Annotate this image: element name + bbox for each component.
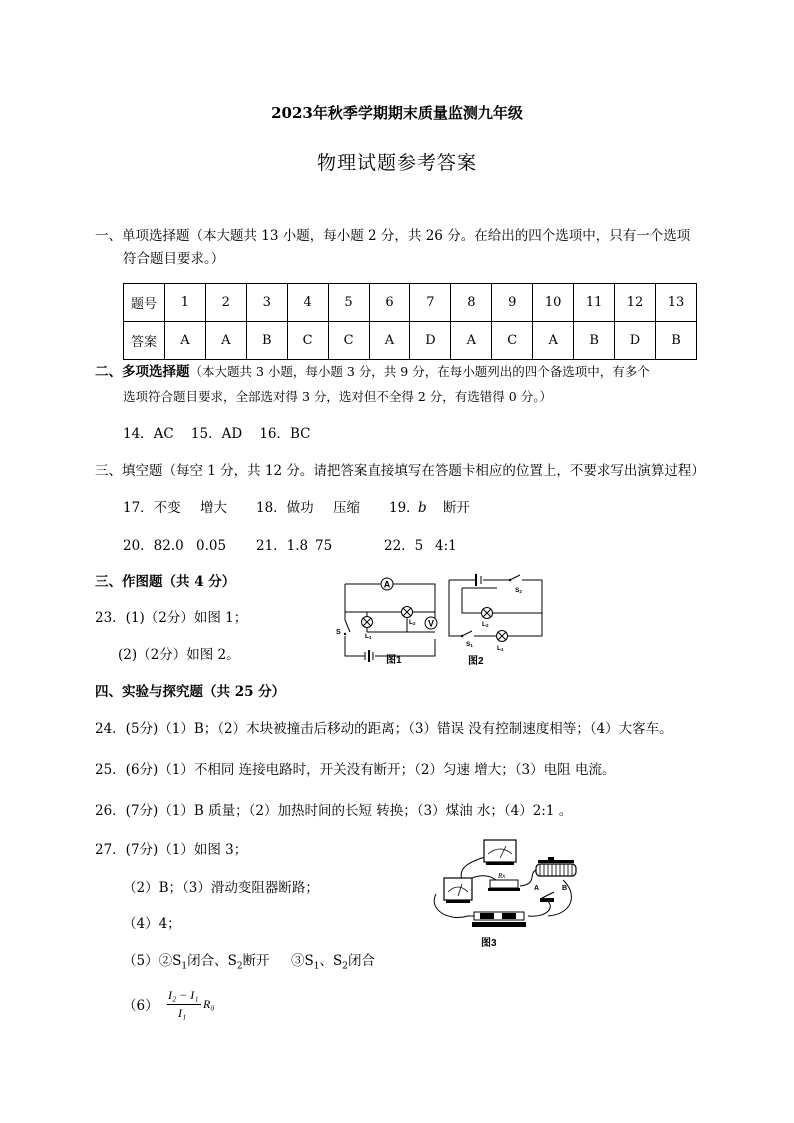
figure-3-caption: 图3 (481, 938, 497, 949)
section3-heading: 三、填空题（每空 1 分，共 12 分。请把答案直接填写在答题卡相应的位置上，不要求写出演算过程） (95, 463, 705, 479)
answer-20a: 20．82.0 (123, 538, 184, 554)
lamp-icon (497, 631, 508, 642)
figure-2-caption: 图2 (468, 656, 484, 667)
fig2-l2-label: L2 (482, 621, 489, 628)
question-number-cell: 5 (328, 284, 369, 322)
fig2-s1-label: S1 (466, 641, 473, 648)
answer-cell: C (287, 322, 328, 360)
lamp-icon (402, 607, 413, 618)
voltmeter-icon (484, 840, 516, 865)
answer-cell: D (615, 322, 656, 360)
answer-17b: 增大 (200, 500, 227, 516)
fig1-l1-label: L1 (365, 633, 372, 640)
answer-20b: 0.05 (196, 538, 227, 554)
lamp-icon (482, 608, 493, 619)
answer-cell: C (328, 322, 369, 360)
resistor-icon (488, 880, 520, 891)
answer-18a: 18．做功 (256, 500, 314, 516)
lamp-icon (362, 617, 373, 628)
question-number-cell: 12 (615, 284, 656, 322)
ammeter-label: A (383, 579, 391, 590)
answer-table (123, 283, 697, 360)
section5-heading: 四、实验与探究题（共 25 分） (95, 684, 286, 700)
answer-19a: b (418, 500, 427, 516)
voltmeter-label: V (427, 618, 435, 629)
answer-cell: A (369, 322, 410, 360)
question-number-cell: 1 (164, 284, 205, 322)
answer-27-5: $(5)②S_1$闭合、$S_2$断开 $③S_1$、$S_2$闭合 (123, 953, 375, 972)
ammeter-icon (381, 578, 393, 590)
answer-23-2: (2)（2分）如图 2。 (118, 647, 240, 663)
answer-21b: 75 (315, 538, 333, 554)
fig1-switch-label: S (336, 629, 341, 636)
section4-heading: 三、作图题（共 4 分） (95, 574, 236, 590)
page-subtitle: 物理试题参考答案 (316, 152, 477, 174)
answer-19b: 断开 (443, 500, 470, 516)
answer-cell: B (246, 322, 287, 360)
section2-desc-cont: 选项符合题目要求，全部选对得 3 分，选对但不全得 2 分，有选错得 0 分。） (123, 389, 552, 404)
fig3-b-label: B (562, 885, 568, 892)
fig2-l1-label: L1 (497, 645, 504, 652)
question-number-cell: 7 (410, 284, 451, 322)
answer-27-2-3: （2）B；（3）滑动变阻器断路； (123, 880, 319, 896)
answer-cell: B (655, 322, 696, 360)
answer-23-1: 23．(1)（2分）如图 1； (95, 610, 248, 626)
answer-27-4: （4）4； (123, 916, 181, 932)
answer-27-1: 27．(7分)（1）如图 3； (95, 842, 248, 858)
question-number-cell: 8 (451, 284, 492, 322)
answer-21a: 21．1.8 (256, 538, 309, 554)
answer-17a: 17．不变 (123, 500, 181, 516)
fig2-s2-label: S2 (515, 587, 522, 594)
section1-heading-cont: 符合题目要求。） (123, 251, 225, 267)
switch-icon (509, 575, 520, 581)
question-number-cell: 3 (246, 284, 287, 322)
answer-24: 24．(5分)（1）B；（2）木块被撞击后移动的距离；（3）错误 没有控制速度相等；（4）大客车。 (95, 721, 673, 737)
question-number-cell: 6 (369, 284, 410, 322)
switch-icon (342, 620, 350, 636)
fig1-l2-label: L2 (409, 619, 416, 626)
question-number-cell: 9 (492, 284, 533, 322)
answer-22a: 22．5 (384, 538, 424, 554)
question-number-cell: 2 (205, 284, 246, 322)
section2-heading: 二、多项选择题 (95, 364, 190, 380)
section2-answers: 14．AC 15．AD 16．BC (123, 426, 311, 442)
figure-1-caption: 图1 (386, 655, 402, 666)
answer-22b: 4:1 (435, 538, 457, 554)
answer-cell: A (533, 322, 574, 360)
answer-27-6: （6） (123, 998, 159, 1014)
answer-cell: A (451, 322, 492, 360)
figure-2-circuit (442, 568, 552, 660)
answer-26: 26．(7分)（1）B 质量；（2）加热时间的长短 转换；（3）煤油 水；（4）2:1 。 (95, 803, 573, 819)
question-number-cell: 10 (533, 284, 574, 322)
section2-desc: （本大题共 3 小题，每小题 3 分，共 9 分，在每小题列出的四个备选项中，有多个 (189, 364, 650, 379)
battery-icon (472, 912, 526, 927)
table-row (124, 322, 697, 360)
fraction-bar (167, 1004, 201, 1005)
fig3-rx-label: Rx (498, 872, 506, 880)
answer-25: 25．(6分)（1）不相同 连接电路时，开关没有断开；（2）匀速 增大；（3）电阻 电流。 (95, 762, 616, 778)
rheostat-icon (536, 857, 576, 876)
switch-icon (540, 892, 554, 902)
answer-18b: 压缩 (333, 500, 360, 516)
answer-cell: C (492, 322, 533, 360)
section1-heading: 一、单项选择题（本大题共 13 小题，每小题 2 分，共 26 分。在给出的四个选项中，只有一个选项 (95, 228, 691, 244)
answer-cell: A (164, 322, 205, 360)
question-number-cell: 4 (287, 284, 328, 322)
answer-cell: A (205, 322, 246, 360)
section2-heading-line (95, 362, 650, 382)
table-row (124, 284, 697, 322)
figure-3-apparatus (428, 834, 588, 934)
formula-numerator: I₂ − I₁ (168, 988, 199, 1002)
answer-cell: B (574, 322, 615, 360)
answer-19-num: 19． (389, 500, 420, 516)
formula-tail: R₀ (203, 997, 215, 1011)
page-title: 2023年秋季学期期末质量监测九年级 (271, 104, 523, 122)
switch-icon (461, 631, 472, 637)
table-row-label: 题号 (124, 284, 165, 322)
fig3-a-label: A (534, 885, 540, 892)
formula-denominator: I₁ (178, 1006, 187, 1020)
table-row-label: 答案 (124, 322, 165, 360)
voltmeter-icon (425, 617, 437, 629)
question-number-cell: 11 (574, 284, 615, 322)
question-number-cell: 13 (655, 284, 696, 322)
answer-cell: D (410, 322, 451, 360)
ammeter-icon (444, 878, 472, 903)
